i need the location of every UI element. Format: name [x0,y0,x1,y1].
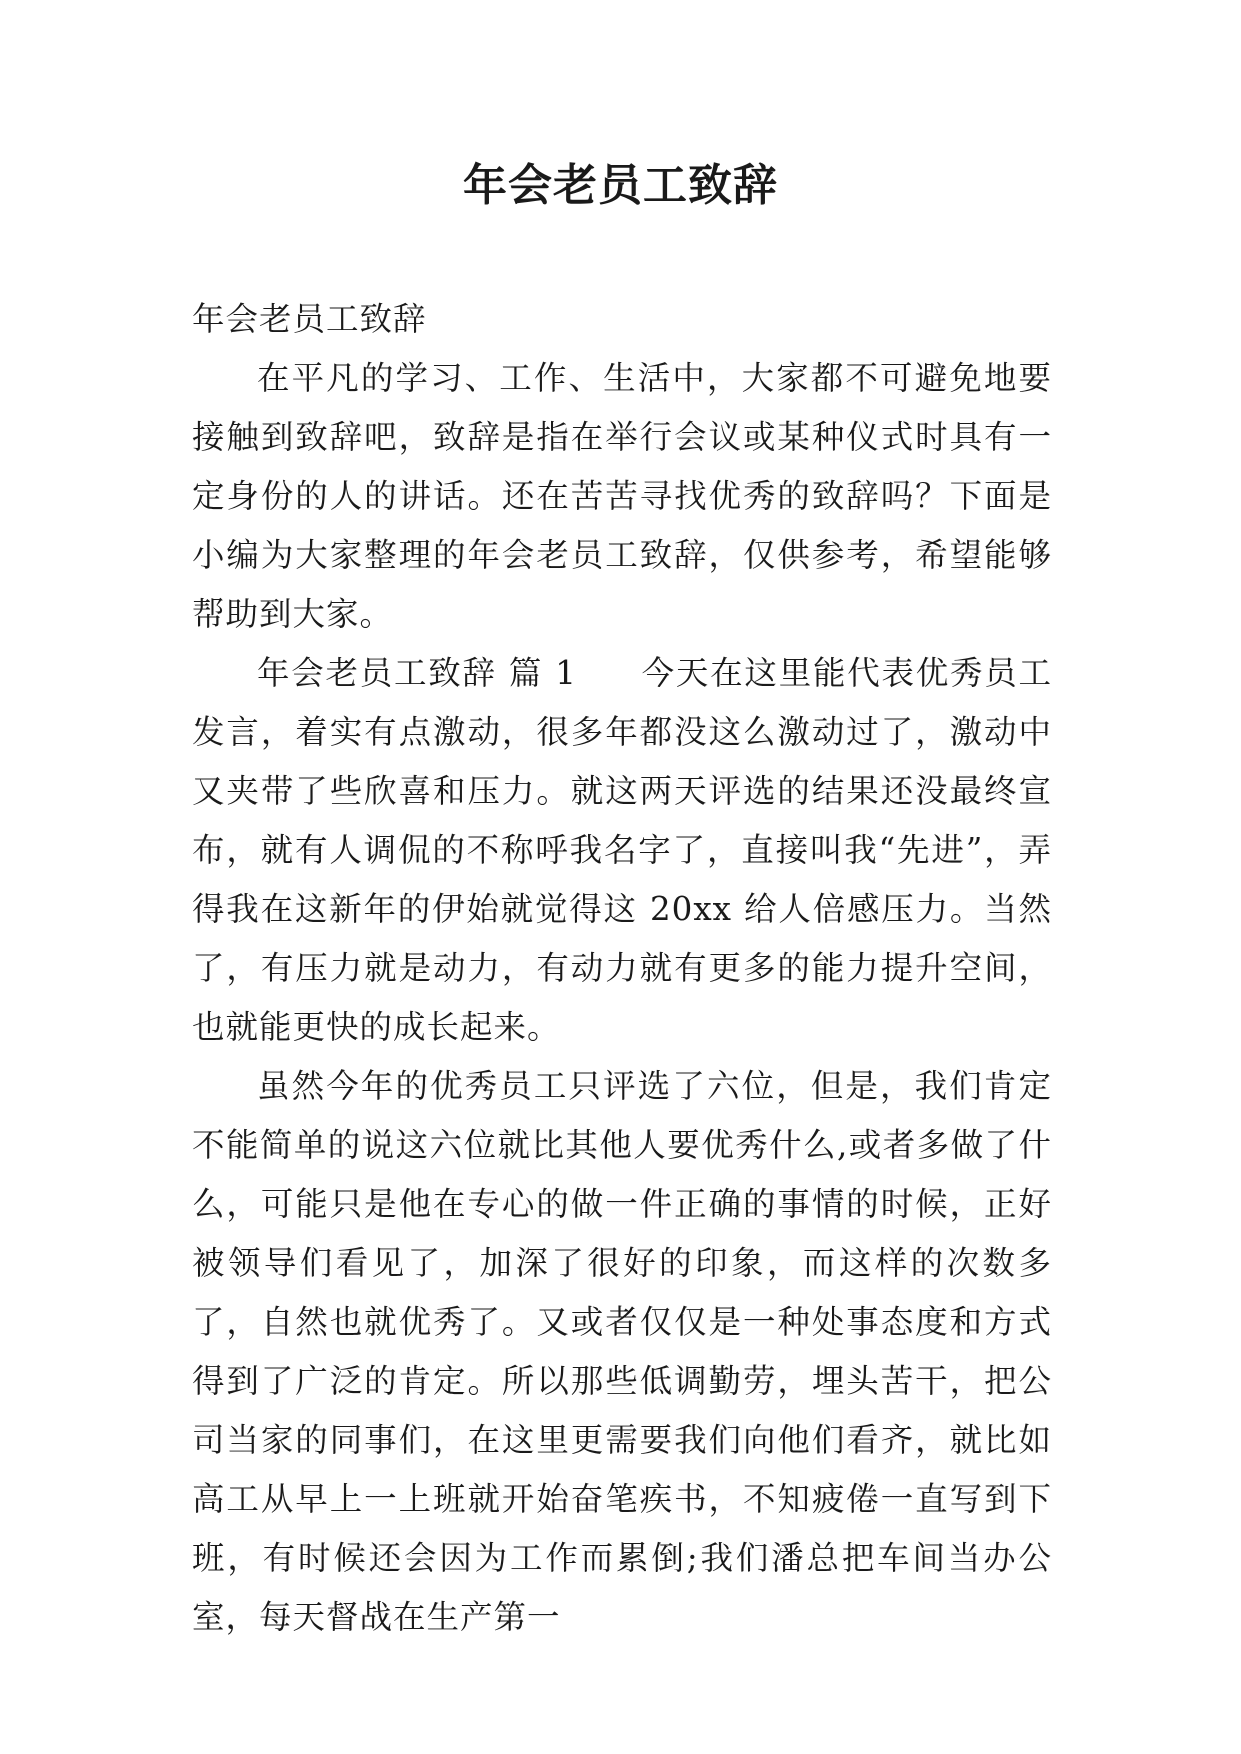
section-text: 今天在这里能代表优秀员工发言，着实有点激动，很多年都没这么激动过了，激动中又夹带了些欣喜和压力。就这两天评选的结果还没最终宣布，就有人调侃的不称呼我名字了，直接叫我“先进”，弄得我在这新年的伊始就觉得这 20xx 给人倍感压力。当然了，有压力就是动力，有动力就有更多的能力提升空间，也就能更快的成长起来。 [192,654,1052,1046]
section-1-paragraph [192,644,1052,1057]
body-paragraph: 虽然今年的优秀员工只评选了六位，但是，我们肯定不能简单的说这六位就比其他人要优秀什么,或者多做了什么，可能只是他在专心的做一件正确的事情的时候，正好被领导们看见了，加深了很好的印象，而这样的次数多了，自然也就优秀了。又或者仅仅是一种处事态度和方式得到了广泛的肯定。所以那些低调勤劳，埋头苦干，把公司当家的同事们，在这里更需要我们向他们看齐，就比如高工从早上一上班就开始奋笔疾书，不知疲倦一直写到下班，有时候还会因为工作而累倒;我们潘总把车间当办公室，每天督战在生产第一 [192,1067,1052,1636]
document-title: 年会老员工致辞 [463,160,778,211]
subtitle-line: 年会老员工致辞 [192,300,427,338]
document-body [192,290,1052,1647]
section-label: 年会老员工致辞 篇 1 [257,654,577,692]
intro-paragraph: 在平凡的学习、工作、生活中，大家都不可避免地要接触到致辞吧，致辞是指在举行会议或某种仪式时具有一定身份的人的讲话。还在苦苦寻找优秀的致辞吗？下面是小编为大家整理的年会老员工致辞，仅供参考，希望能够帮助到大家。 [192,359,1052,633]
